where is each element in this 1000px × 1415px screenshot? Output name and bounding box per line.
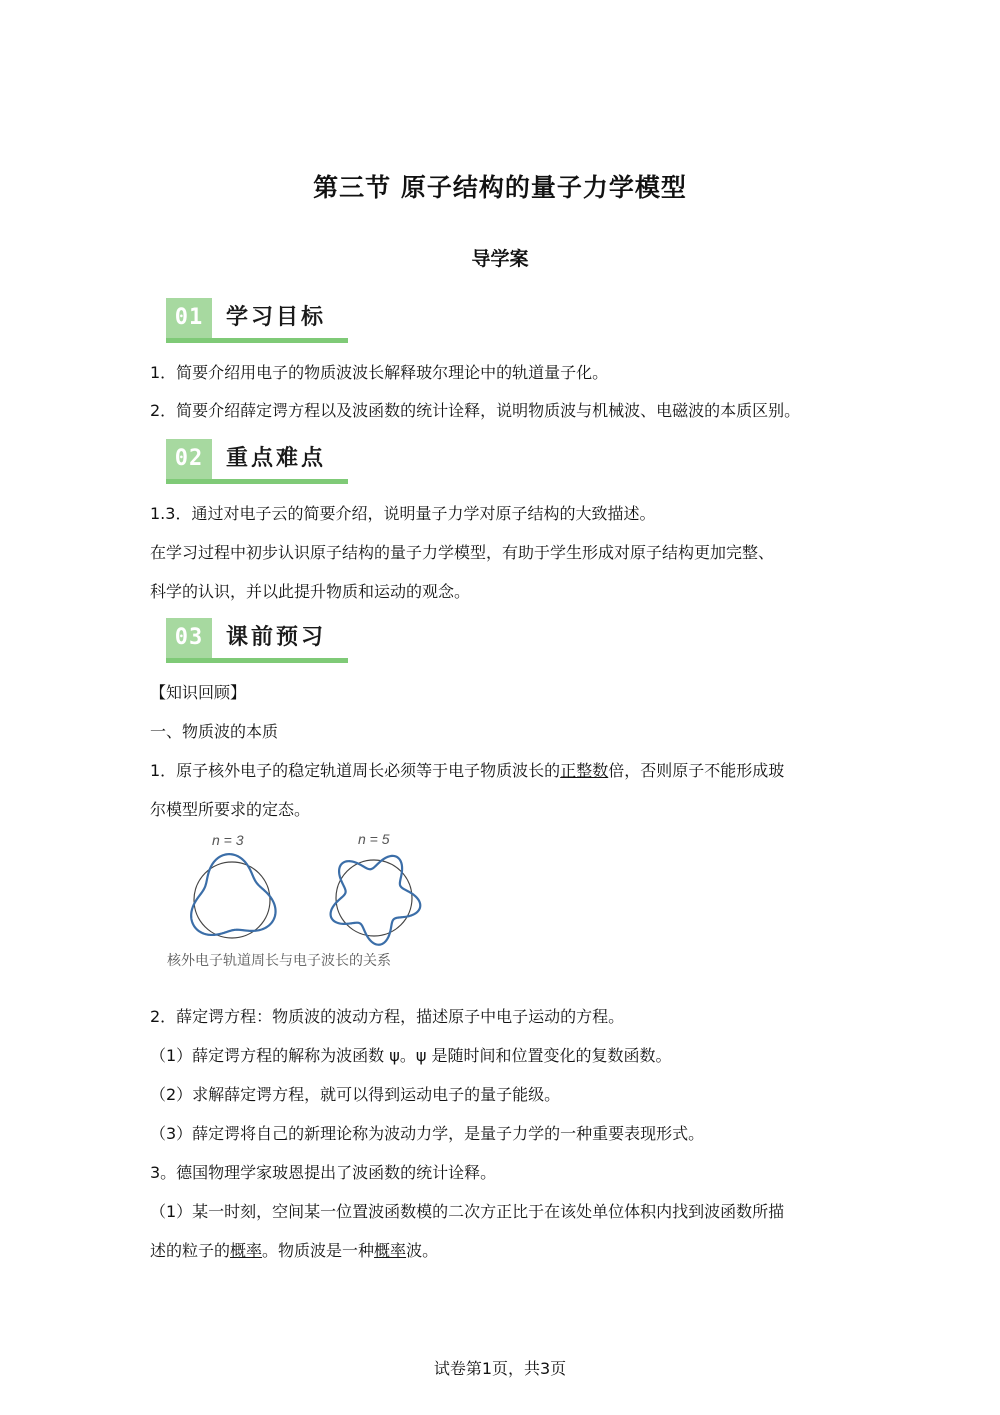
preview-item-3: 3。德国物理学家玻恩提出了波函数的统计诠释。 xyxy=(150,1163,497,1182)
section-label: 学习目标 xyxy=(226,305,327,330)
text-span: 波。 xyxy=(406,1241,439,1260)
preview-item-2: 2．薛定谔方程：物质波的波动方程，描述原子中电子运动的方程。 xyxy=(150,1007,625,1026)
page-footer: 试卷第1页，共3页 xyxy=(433,1359,567,1378)
orbit-circle-n3 xyxy=(194,862,270,938)
label-n3: n = 3 xyxy=(212,832,244,848)
preview-item-3-1: （1）某一时刻，空间某一位置波函数模的二次方正比于在该处单位体积内找到波函数所描 xyxy=(150,1202,785,1221)
section-banner-objectives xyxy=(166,298,348,344)
text-span: 1．原子核外电子的稳定轨道周长必须等于电子物质波长的 xyxy=(150,761,561,780)
preview-item-3-2 xyxy=(150,1240,438,1262)
section-underline xyxy=(166,658,348,663)
underlined-answer: 正整数 xyxy=(560,761,609,780)
text-span: 倍，否则原子不能形成玻 xyxy=(608,761,785,780)
section-banner-preview xyxy=(166,618,348,664)
preview-item-2-1: （1）薛定谔方程的解称为波函数 ψ。ψ 是随时间和位置变化的复数函数。 xyxy=(150,1046,672,1065)
section-number: 02 xyxy=(166,439,212,479)
key-point-item: 科学的认识，并以此提升物质和运动的观念。 xyxy=(150,582,471,601)
page-title: 第三节 原子结构的量子力学模型 xyxy=(313,173,687,202)
underlined-answer: 概率 xyxy=(374,1241,407,1260)
preview-item-1 xyxy=(150,760,784,782)
key-point-item: 1.3．通过对电子云的简要介绍，说明量子力学对原子结构的大致描述。 xyxy=(150,504,656,523)
section-number: 01 xyxy=(166,298,212,338)
section-underline xyxy=(166,338,348,343)
objective-item: 1．简要介绍用电子的物质波波长解释玻尔理论中的轨道量子化。 xyxy=(150,363,609,382)
part-heading: 一、物质波的本质 xyxy=(150,722,279,741)
text-span: 。物质波是一种 xyxy=(262,1241,375,1260)
section-underline xyxy=(166,479,348,484)
preview-item-2-2: （2）求解薛定谔方程，就可以得到运动电子的量子能级。 xyxy=(150,1085,561,1104)
section-banner-key-points xyxy=(166,439,348,485)
objective-item: 2．简要介绍薛定谔方程以及波函数的统计诠释，说明物质波与机械波、电磁波的本质区别。 xyxy=(150,401,801,420)
preview-item-2-3: （3）薛定谔将自己的新理论称为波动力学，是量子力学的一种重要表现形式。 xyxy=(150,1124,705,1143)
text-span: 述的粒子的 xyxy=(150,1241,231,1260)
review-heading: 【知识回顾】 xyxy=(150,683,247,702)
key-point-item: 在学习过程中初步认识原子结构的量子力学模型，有助于学生形成对原子结构更加完整、 xyxy=(150,543,775,562)
page-subtitle: 导学案 xyxy=(471,248,529,270)
standing-wave-n5 xyxy=(331,856,421,945)
figure-caption: 核外电子轨道周长与电子波长的关系 xyxy=(167,953,391,969)
section-label: 课前预习 xyxy=(226,625,327,650)
preview-item-1-cont: 尔模型所要求的定态。 xyxy=(150,800,311,819)
underlined-answer: 概率 xyxy=(230,1241,263,1260)
label-n5: n = 5 xyxy=(358,831,390,847)
section-label: 重点难点 xyxy=(226,446,327,471)
section-number: 03 xyxy=(166,618,212,658)
